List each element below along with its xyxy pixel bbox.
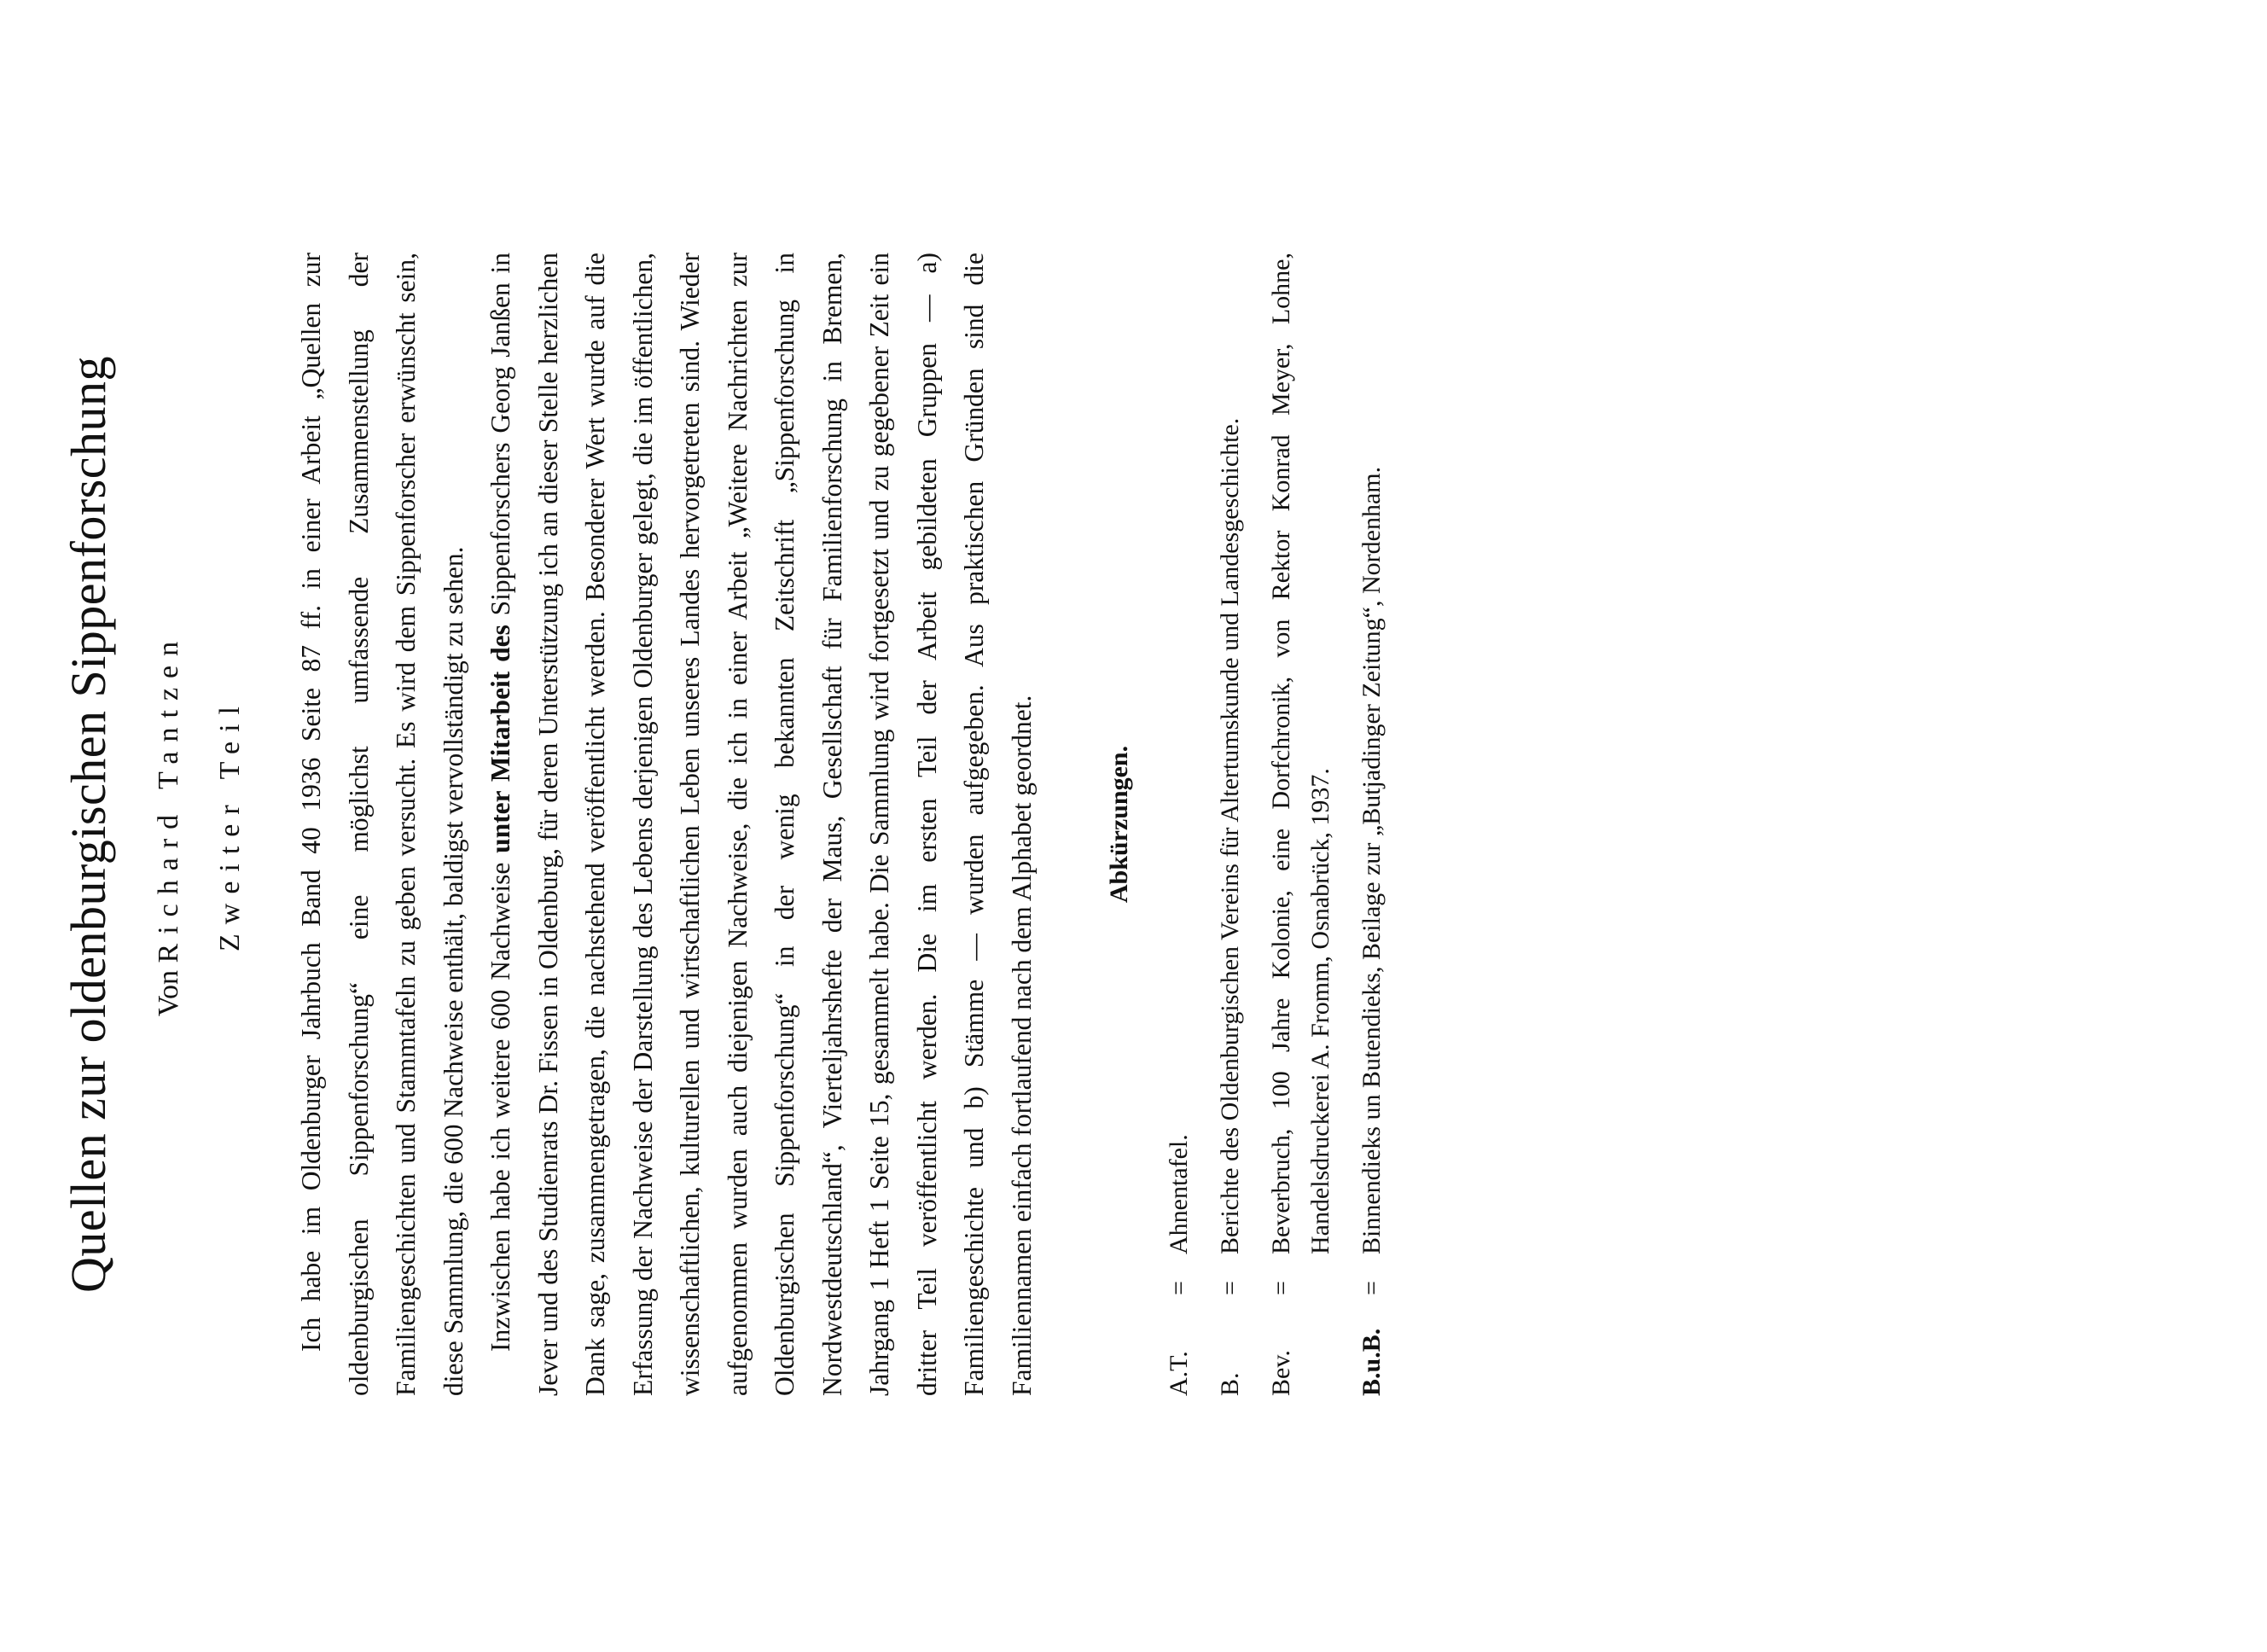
abbreviation-row bbox=[1160, 253, 1199, 1396]
abbreviation-key: A.T. bbox=[1165, 1351, 1193, 1396]
abbreviations-heading: Abkürzungen. bbox=[1105, 745, 1133, 904]
article-title: Quellen zur oldenburgischen Sippenforschung bbox=[61, 356, 116, 1294]
abbreviation-row bbox=[1352, 253, 1392, 1396]
abbreviation-definition: Ahnentafel. bbox=[1165, 1134, 1193, 1254]
part-label: Zweiter Teil bbox=[214, 697, 246, 951]
abbreviation-row bbox=[1262, 253, 1340, 1396]
article-body bbox=[288, 253, 1045, 1396]
author-line bbox=[153, 253, 185, 1396]
abbreviation-equals: = bbox=[1357, 1281, 1386, 1295]
abbreviation-row bbox=[1211, 253, 1250, 1396]
abbreviation-key: Bev. bbox=[1267, 1350, 1295, 1396]
abbreviation-equals: = bbox=[1165, 1281, 1193, 1295]
paragraph-1: Ich habe im Oldenburger Jahrbuch Band 40 1936 Seite 87 ff. in einer Arbeit „Quellen zur oldenburgischen Sippenforschung“ eine möglichst umfassende Zusammenstellung der Familiengeschichten und Stammtafeln zu geben versucht. Es wird dem Sippenforscher erwünscht sein, diese Sammlung, die 600 Nachweise enthält, baldigst vervollständigt zu sehen. bbox=[296, 253, 468, 1396]
document-sheet bbox=[60, 253, 1404, 1396]
author-prefix: Von bbox=[153, 969, 184, 1017]
abbreviation-definition: Berichte des Oldenburgischen Vereins für Altertumskunde und Landesgeschichte. bbox=[1216, 417, 1244, 1254]
abbreviation-key: B. bbox=[1216, 1372, 1244, 1396]
abbreviations-list bbox=[1160, 253, 1392, 1396]
paragraph-2 bbox=[477, 253, 1045, 1396]
abbreviation-equals: = bbox=[1267, 1281, 1295, 1295]
abbreviation-definition: Binnendieks un Butendieks, Beilage zur „Butjadinger Zeitung“, Nordenham. bbox=[1357, 466, 1386, 1254]
abbreviation-definition: Beverbruch, 100 Jahre Kolonie, eine Dorfchronik, von Rektor Konrad Meyer, Lohne, Handelsdruckerei A. Fromm, Osnabrück, 1937. bbox=[1267, 253, 1334, 1254]
paragraph-2-segment: unter Mitarbeit des bbox=[485, 625, 515, 853]
paragraph-2-segment: Inzwischen habe ich weitere 600 Nachweise bbox=[485, 852, 515, 1352]
abbreviation-key: B.u.B. bbox=[1357, 1328, 1386, 1396]
abbreviation-equals: = bbox=[1216, 1281, 1244, 1295]
author-name: Richard Tantzen bbox=[153, 631, 184, 963]
paragraph-2-segment: Sippenforschers Georg Janßen in Jever und des Studienrats Dr. Fissen in Oldenburg, für deren Unterstützung ich an dieser Stelle herzlichen Dank sage, zusammengetragen, die nachstehend veröffentlicht werden. Besonderer Wert wurde auf die Erfassung der Nachweise der Darstellung des Lebens derjenigen Oldenburger gelegt, die im öffentlichen, wissenschaftlichen, kulturellen und wirtschaftlichen Leben unseres Landes hervorgetreten sind. Wieder aufgenommen wurden auch diejenigen Nachweise, die ich in einer Arbeit „Weitere Nachrichten zur Oldenburgischen Sippenforschung“ in der wenig bekannten Zeitschrift „Sippenforschung in Nordwestdeutschland“, Vierteljahrshefte der Maus, Gesellschaft für Familienforschung in Bremen, Jahrgang 1 Heft 1 Seite 15, gesammelt habe. Die Sammlung wird fortgesetzt und zu gegebener Zeit ein dritter Teil veröffentlicht werden. Die im ersten Teil der Arbeit gebildeten Gruppen — a) Familiengeschichte und b) Stämme — wurden aufgegeben. Aus praktischen Gründen sind die Familiennamen einfach fortlaufend nach dem Alphabet geordnet. bbox=[485, 253, 1037, 1396]
